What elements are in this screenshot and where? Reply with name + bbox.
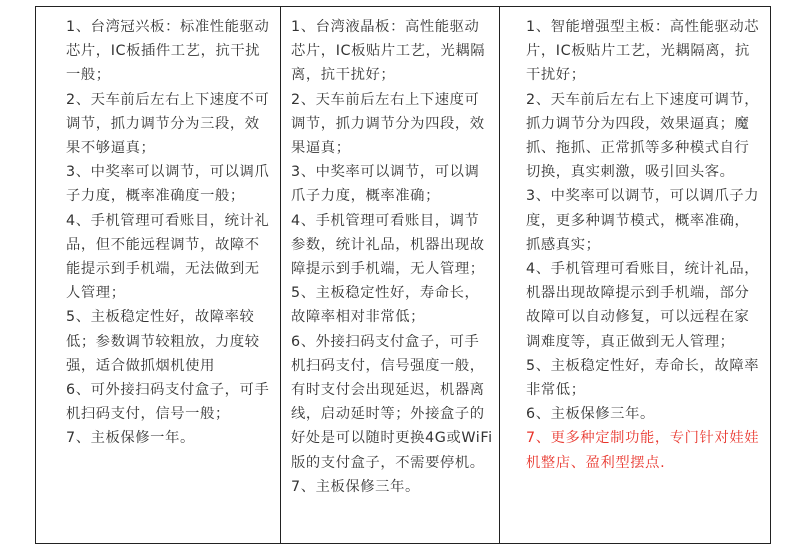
list-item-highlight: 7、更多种定制功能，专门针对娃娃机整店、盈利型摆点. — [526, 430, 760, 471]
table-column-smart-enhanced-board — [500, 7, 770, 543]
list-item: 4、手机管理可看账目，调节参数，统计礼品，机器出现故障提示到手机端，无人管理； — [291, 212, 485, 278]
list-item: 1、台湾冠兴板：标准性能驱动芯片，IC板插件工艺，抗干扰一般； — [66, 19, 270, 84]
list-item: 6、外接扫码支付盒子，可手机扫码支付，信号强度一般，有时支付会出现延迟，机器离线，启动延时等；外接盒子的好处是可以随时更换4G或WiFi版的支付盒子，不需要停机。 — [291, 333, 493, 471]
list-item: 5、主板稳定性好，寿命长，故障率非常低； — [526, 357, 760, 399]
list-item: 3、中奖率可以调节，可以调爪子力度，更多种调节模式，概率准确，抓感真实； — [526, 188, 760, 253]
list-item: 3、中奖率可以调节，可以调爪子力度，概率准确度一般； — [66, 164, 270, 205]
table-column-taiwan-guanxing-board — [36, 7, 281, 543]
list-item: 1、台湾液晶板：高性能驱动芯片，IC板贴片工艺，光耦隔离，抗干扰好； — [291, 19, 486, 84]
list-item: 4、手机管理可看账目，统计礼品，机器出现故障提示到手机端，部分故障可以自动修复，可以远程在家调难度等，真正做到无人管理； — [526, 261, 760, 350]
table-column-taiwan-lcd-board — [281, 7, 500, 543]
list-item: 7、主板保修一年。 — [66, 430, 195, 447]
list-item: 2、天车前后左右上下速度可调节，抓力调节分为四段，效果逼真； — [291, 91, 485, 157]
list-item: 2、天车前后左右上下速度可调节，抓力调节分为四段，效果逼真；魔抓、拖抓、正常抓等多种模式自行切换，真实刺激，吸引回头客。 — [526, 91, 760, 181]
list-item: 7、主板保修三年。 — [291, 478, 420, 495]
list-item: 1、智能增强型主板：高性能驱动芯片，IC板贴片工艺，光耦隔离，抗干扰好； — [526, 19, 760, 84]
list-item: 4、手机管理可看账目，统计礼品，但不能远程调节，故障不能提示到手机端，无法做到无人管理； — [66, 212, 270, 302]
list-item: 3、中奖率可以调节，可以调爪子力度，概率准确； — [291, 164, 480, 205]
list-item: 6、主板保修三年。 — [526, 406, 655, 423]
comparison-table — [35, 6, 771, 544]
list-item: 6、可外接扫码支付盒子，可手机扫码支付，信号一般； — [66, 382, 270, 423]
list-item: 5、主板稳定性好，寿命长，故障率相对非常低； — [291, 285, 480, 326]
list-item: 2、天车前后左右上下速度不可调节，抓力调节分为三段，效果不够逼真； — [66, 91, 270, 157]
list-item: 5、主板稳定性好，故障率较低；参数调节较粗放，力度较强，适合做抓烟机使用 — [66, 309, 260, 374]
